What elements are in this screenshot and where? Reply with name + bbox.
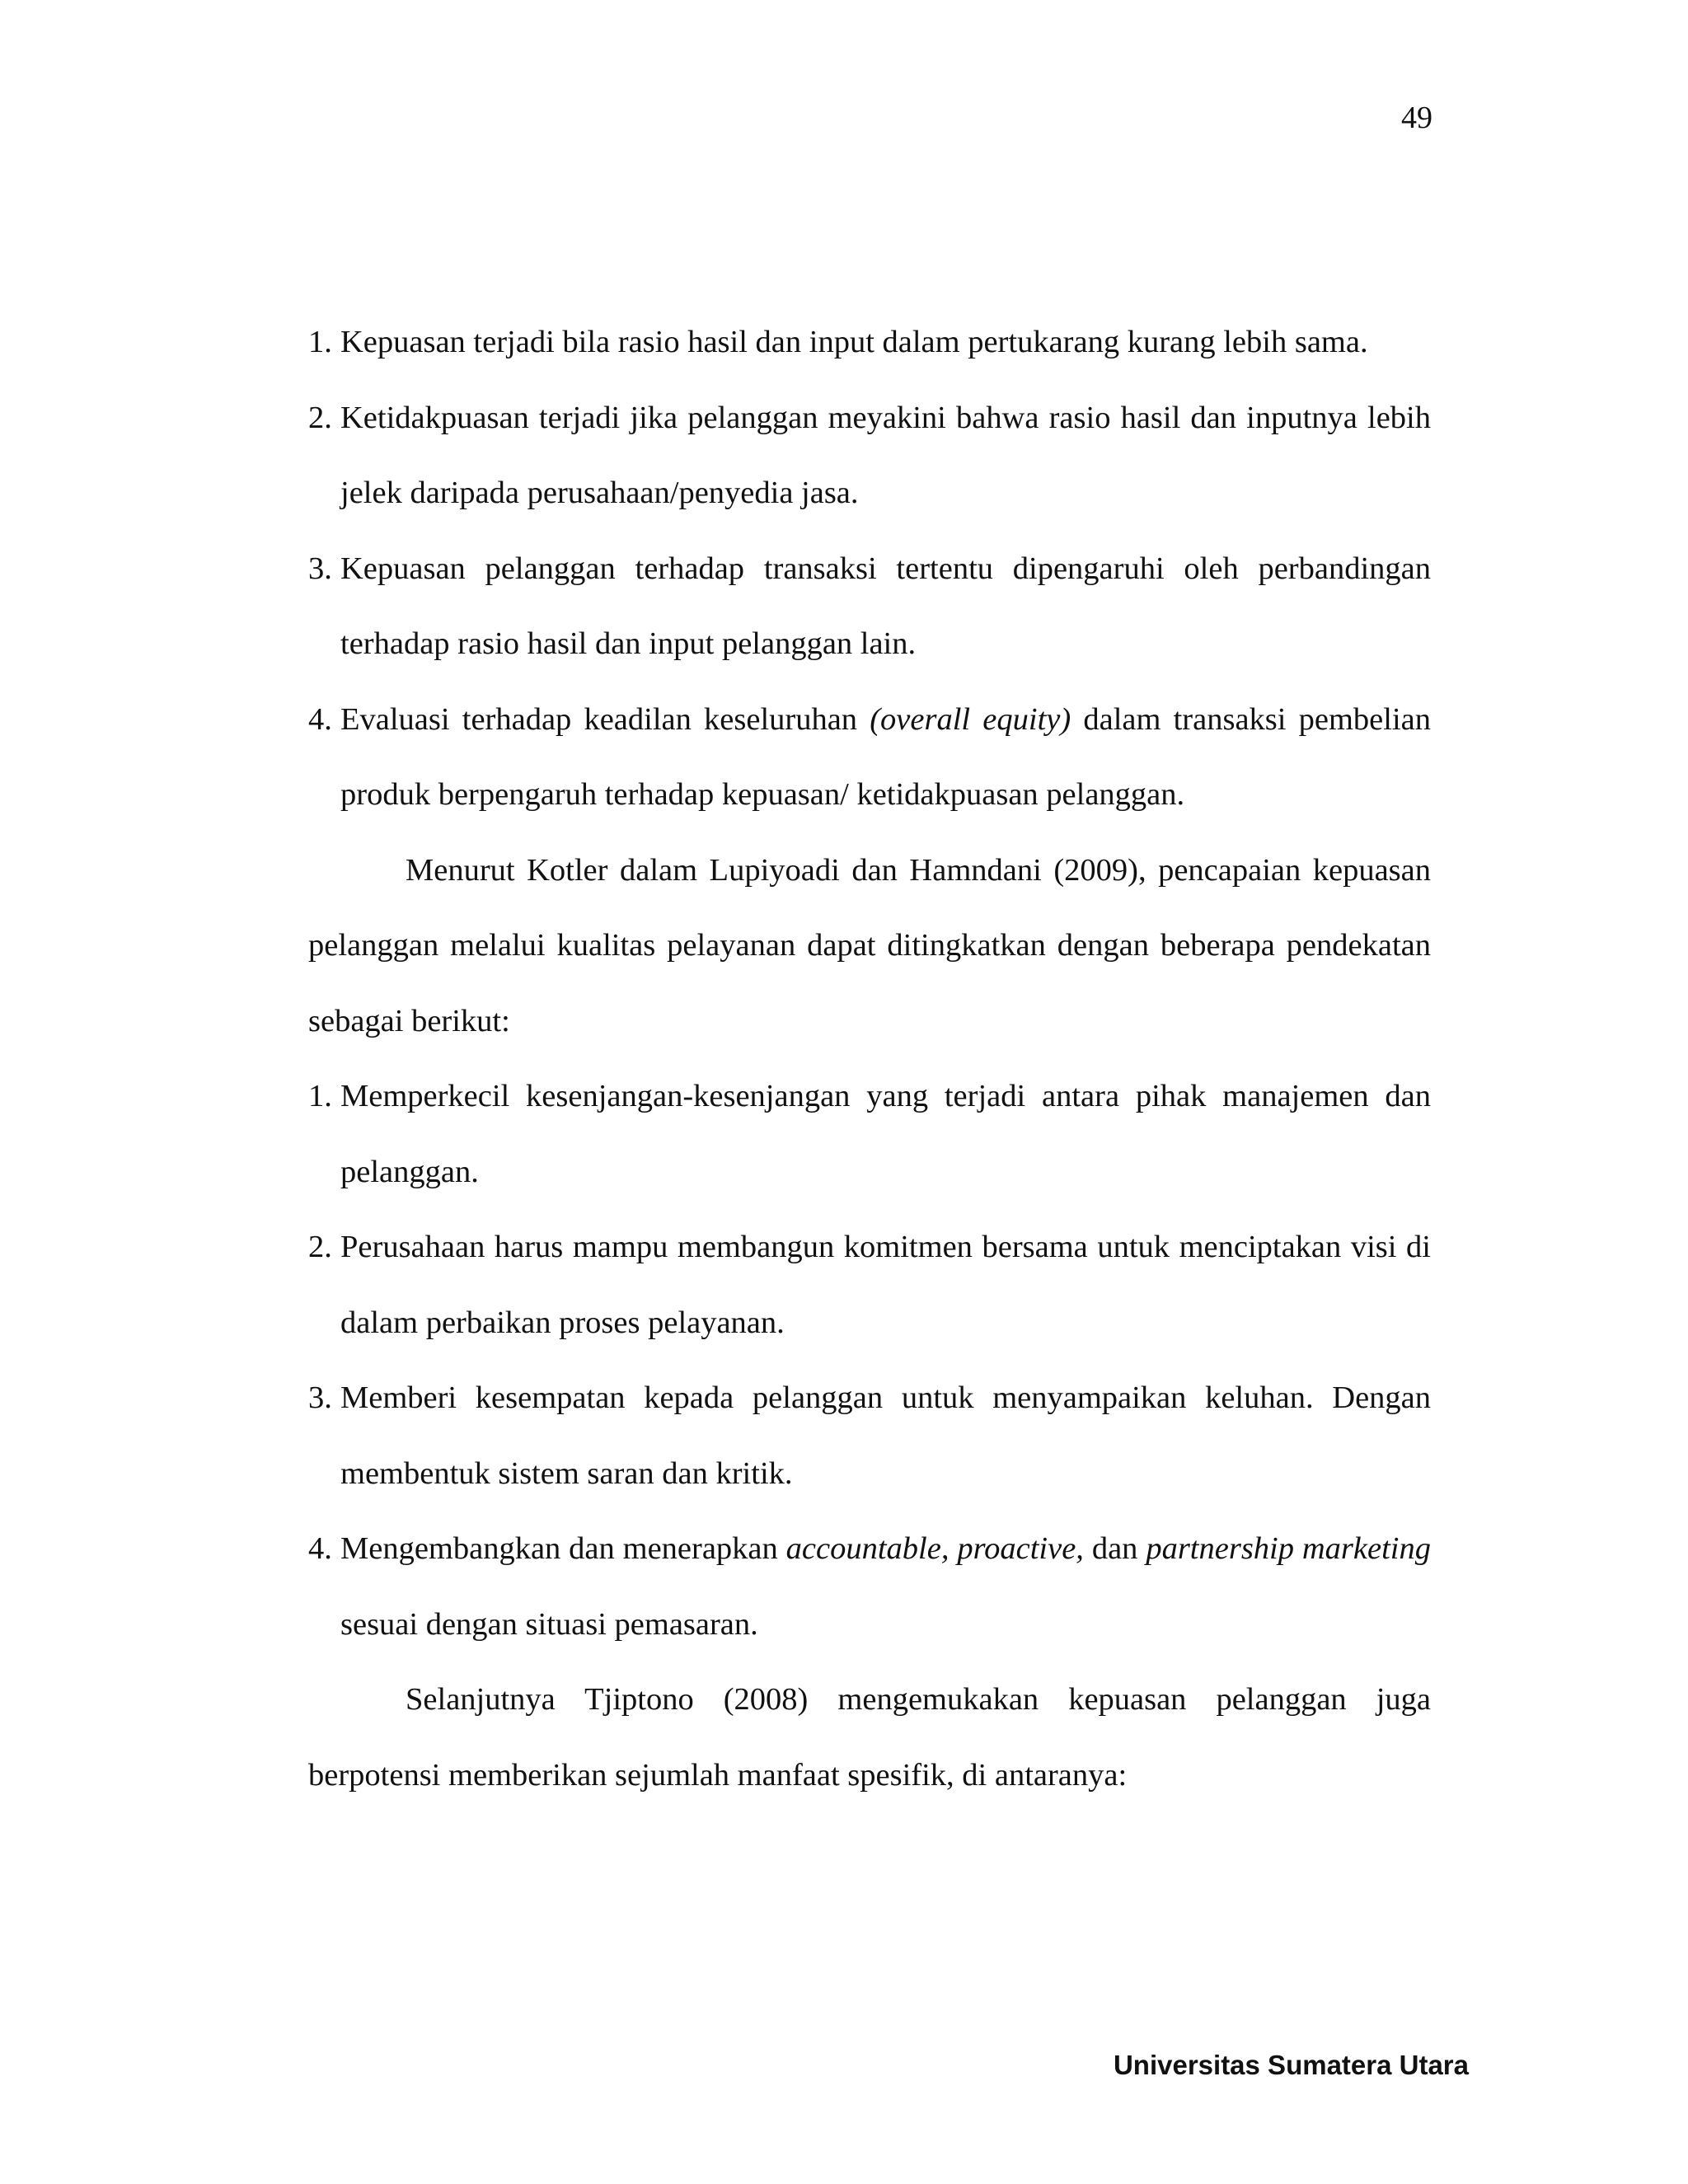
list-item xyxy=(308,381,1431,532)
document-body xyxy=(308,305,1431,1813)
list-item-number: 1. xyxy=(308,325,332,359)
list-item xyxy=(308,1361,1431,1511)
equity-theory-list xyxy=(308,305,1431,833)
body-paragraph: Menurut Kotler dalam Lupiyoadi dan Hamndani (2009), pencapaian kepuasan pelanggan melalui kualitas pelayanan dapat ditingkatkan dengan beberapa pendekatan sebagai berikut: xyxy=(308,852,1431,1038)
list-item-italic-term: accountable, proactive, xyxy=(785,1531,1084,1566)
approach-list xyxy=(308,1059,1431,1662)
list-item xyxy=(308,1511,1431,1662)
list-item-text: Memperkecil kesenjangan-kesenjangan yang terjadi antara pihak manajemen dan pelanggan. xyxy=(340,1079,1431,1189)
list-item-text: Kepuasan pelanggan terhadap transaksi tertentu dipengaruhi oleh perbandingan terhadap rasio hasil dan input pelanggan lain. xyxy=(340,551,1431,661)
list-item-number: 4. xyxy=(308,701,332,737)
list-item-italic-term: partnership marketing xyxy=(1146,1531,1431,1566)
list-item-text: Ketidakpuasan terjadi jika pelanggan meyakini bahwa rasio hasil dan inputnya lebih jelek daripada perusahaan/penyedia jasa. xyxy=(340,400,1431,510)
body-paragraph: Selanjutnya Tjiptono (2008) mengemukakan kepuasan pelanggan juga berpotensi memberikan sejumlah manfaat spesifik, di antaranya: xyxy=(308,1682,1431,1793)
list-item-text: sesuai dengan situasi pemasaran. xyxy=(340,1606,758,1642)
list-item-number: 3. xyxy=(308,1380,332,1415)
list-item-number: 3. xyxy=(308,551,332,586)
list-item-italic-term: (overall equity) xyxy=(870,701,1071,737)
list-item xyxy=(308,1059,1431,1210)
list-item-text: Perusahaan harus mampu membangun komitmen bersama untuk menciptakan visi di dalam perbaikan proses pelayanan. xyxy=(340,1230,1431,1340)
list-item-text: Evaluasi terhadap keadilan keseluruhan xyxy=(340,701,870,737)
list-item xyxy=(308,305,1431,381)
list-item-text: Kepuasan terjadi bila rasio hasil dan input dalam pertukarang kurang lebih sama. xyxy=(340,325,1368,359)
list-item-text: dalam transaksi pembelian produk berpengaruh terhadap kepuasan/ ketidakpuasan pelanggan. xyxy=(340,701,1431,812)
list-item xyxy=(308,532,1431,682)
list-item-number: 2. xyxy=(308,400,332,435)
list-item-number: 4. xyxy=(308,1531,332,1566)
list-item-number: 2. xyxy=(308,1230,332,1264)
list-item-text: dan xyxy=(1083,1531,1146,1566)
page-number: 49 xyxy=(1401,101,1432,135)
list-item xyxy=(308,1210,1431,1361)
list-item-number: 1. xyxy=(308,1079,332,1113)
list-item xyxy=(308,682,1431,833)
list-item-text: Mengembangkan dan menerapkan xyxy=(340,1531,786,1566)
footer-institution: Universitas Sumatera Utara xyxy=(1113,2050,1469,2080)
list-item-text: Memberi kesempatan kepada pelanggan untuk menyampaikan keluhan. Dengan membentuk sistem saran dan kritik. xyxy=(340,1380,1431,1491)
